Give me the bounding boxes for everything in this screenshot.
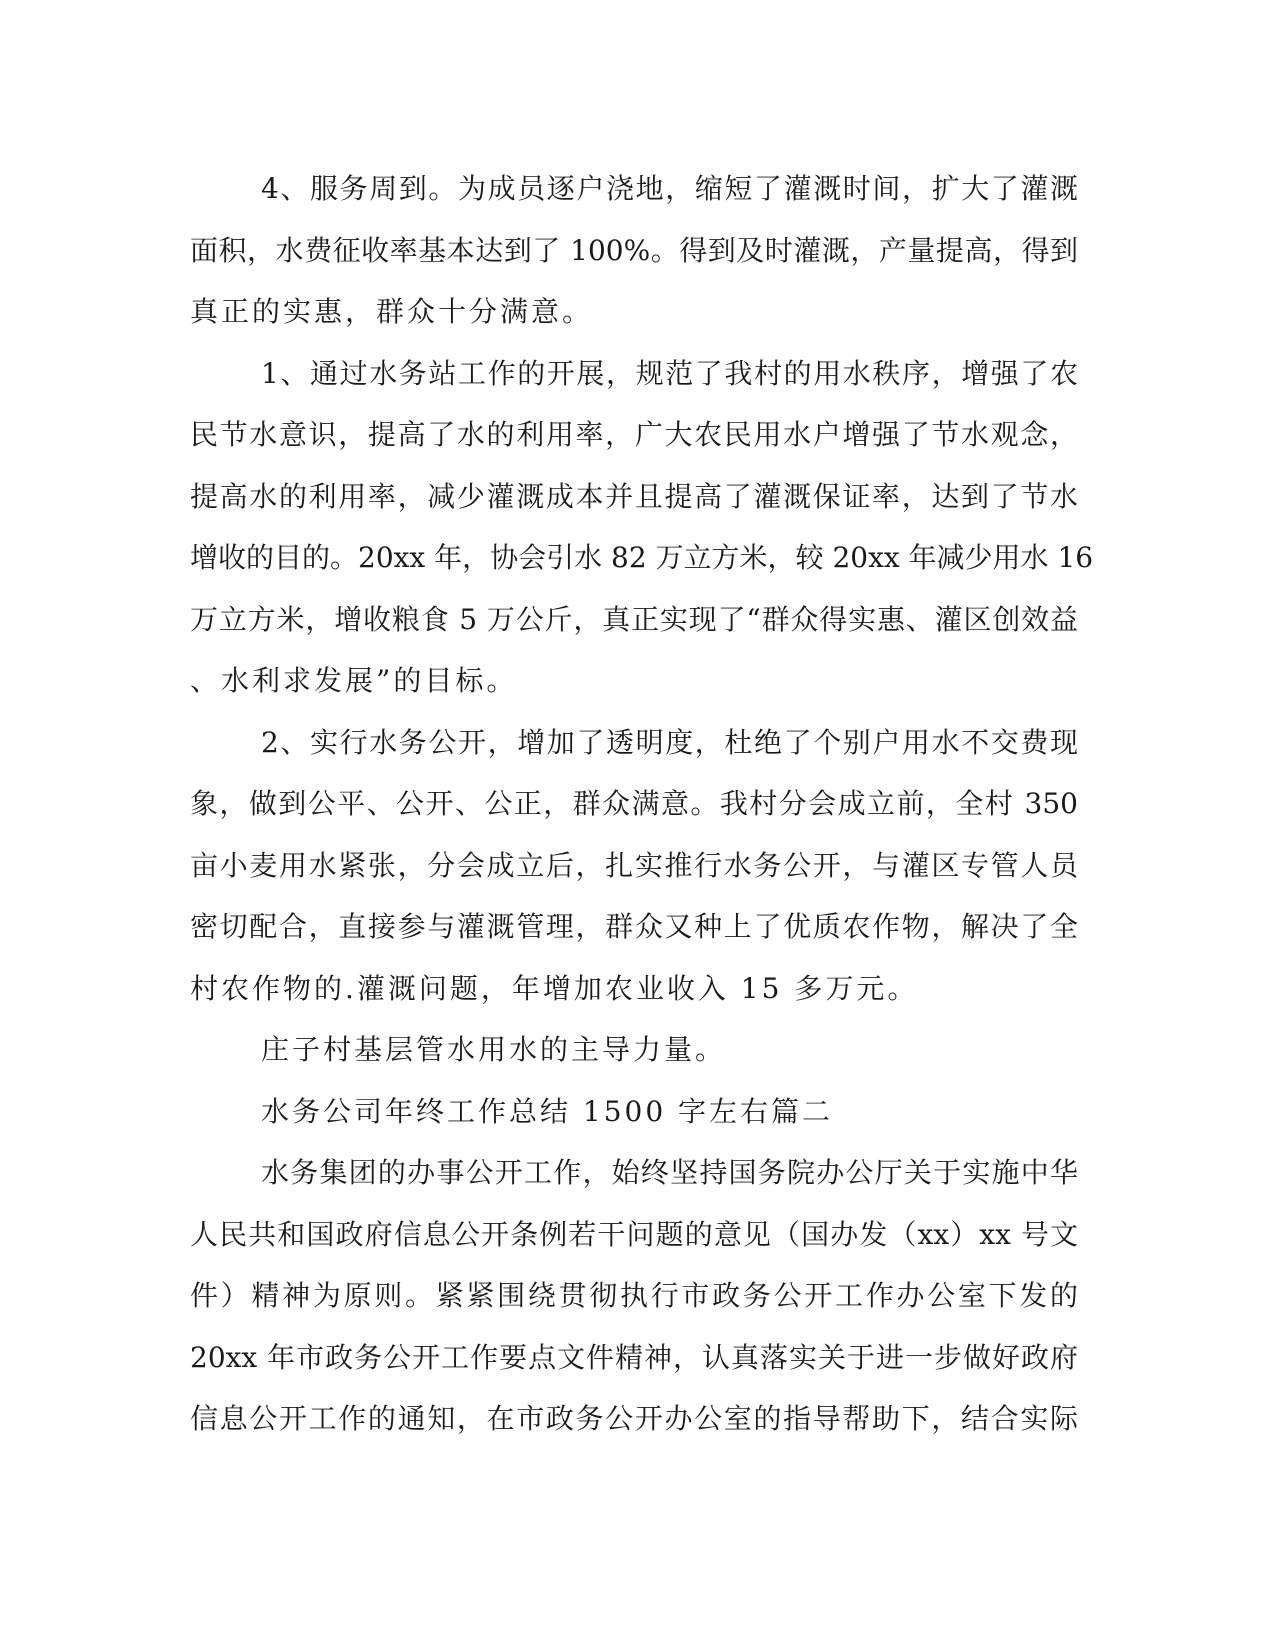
text-line: 庄子村基层管水用水的主导力量。 xyxy=(261,1033,727,1066)
text-line: 水务集团的办事公开工作，始终坚持国务院办公厅关于实施中华 xyxy=(261,1156,1078,1189)
text-line: 件）精神为原则。紧紧围绕贯彻执行市政务公开工作办公室下发的 xyxy=(190,1279,1078,1312)
text-line: 人民共和国政府信息公开条例若干问题的意见（国办发（xx）xx 号文 xyxy=(190,1217,1078,1251)
text-line: 、水利求发展”的目标。 xyxy=(190,664,518,697)
text-line: 密切配合，直接参与灌溉管理，群众又种上了优质农作物，解决了全 xyxy=(190,910,1078,943)
paragraph-group xyxy=(190,1142,1078,1450)
document-body xyxy=(190,158,1094,1450)
text-line: 4、服务周到。为成员逐户浇地，缩短了灌溉时间，扩大了灌溉 xyxy=(261,172,1078,205)
text-line: 民节水意识，提高了水的利用率，广大农民用水户增强了节水观念， xyxy=(190,418,1078,451)
text-line: 村农作物的.灌溉问题，年增加农业收入 15 多万元。 xyxy=(190,971,919,1005)
text-line: 2、实行水务公开，增加了透明度，杜绝了个别户用水不交费现 xyxy=(261,725,1078,759)
paragraph-service xyxy=(190,158,1078,343)
text-line: 亩小麦用水紧张，分会成立后，扎实推行水务公开，与灌区专管人员 xyxy=(190,848,1078,882)
text-line: 面积，水费征收率基本达到了 100%。得到及时灌溉，产量提高，得到 xyxy=(190,233,1078,267)
text-line: 真正的实惠，群众十分满意。 xyxy=(190,295,594,328)
text-line: 万立方米，增收粮食 5 万公斤，真正实现了“群众得实惠、灌区创效益 xyxy=(190,602,1078,636)
text-line: 增收的目的。20xx 年，协会引水 82 万立方米，较 20xx 年减少用水 16 xyxy=(190,541,1094,574)
paragraph-village xyxy=(190,1019,1078,1081)
text-line: 1、通过水务站工作的开展，规范了我村的用水秩序，增强了农 xyxy=(261,356,1078,390)
text-line: 提高水的利用率，减少灌溉成本并且提高了灌溉保证率，达到了节水 xyxy=(190,479,1078,513)
text-line: 20xx 年市政务公开工作要点文件精神，认真落实关于进一步做好政府 xyxy=(190,1340,1078,1374)
paragraph-item-2 xyxy=(190,712,1078,1020)
paragraph-item-1 xyxy=(190,343,1094,712)
text-line: 象，做到公平、公开、公正，群众满意。我村分会成立前，全村 350 xyxy=(190,787,1078,820)
heading-text: 水务公司年终工作总结 1500 字左右篇二 xyxy=(261,1094,834,1128)
text-line: 信息公开工作的通知，在市政务公开办公室的指导帮助下，结合实际 xyxy=(190,1402,1078,1435)
section-heading xyxy=(190,1081,1078,1143)
